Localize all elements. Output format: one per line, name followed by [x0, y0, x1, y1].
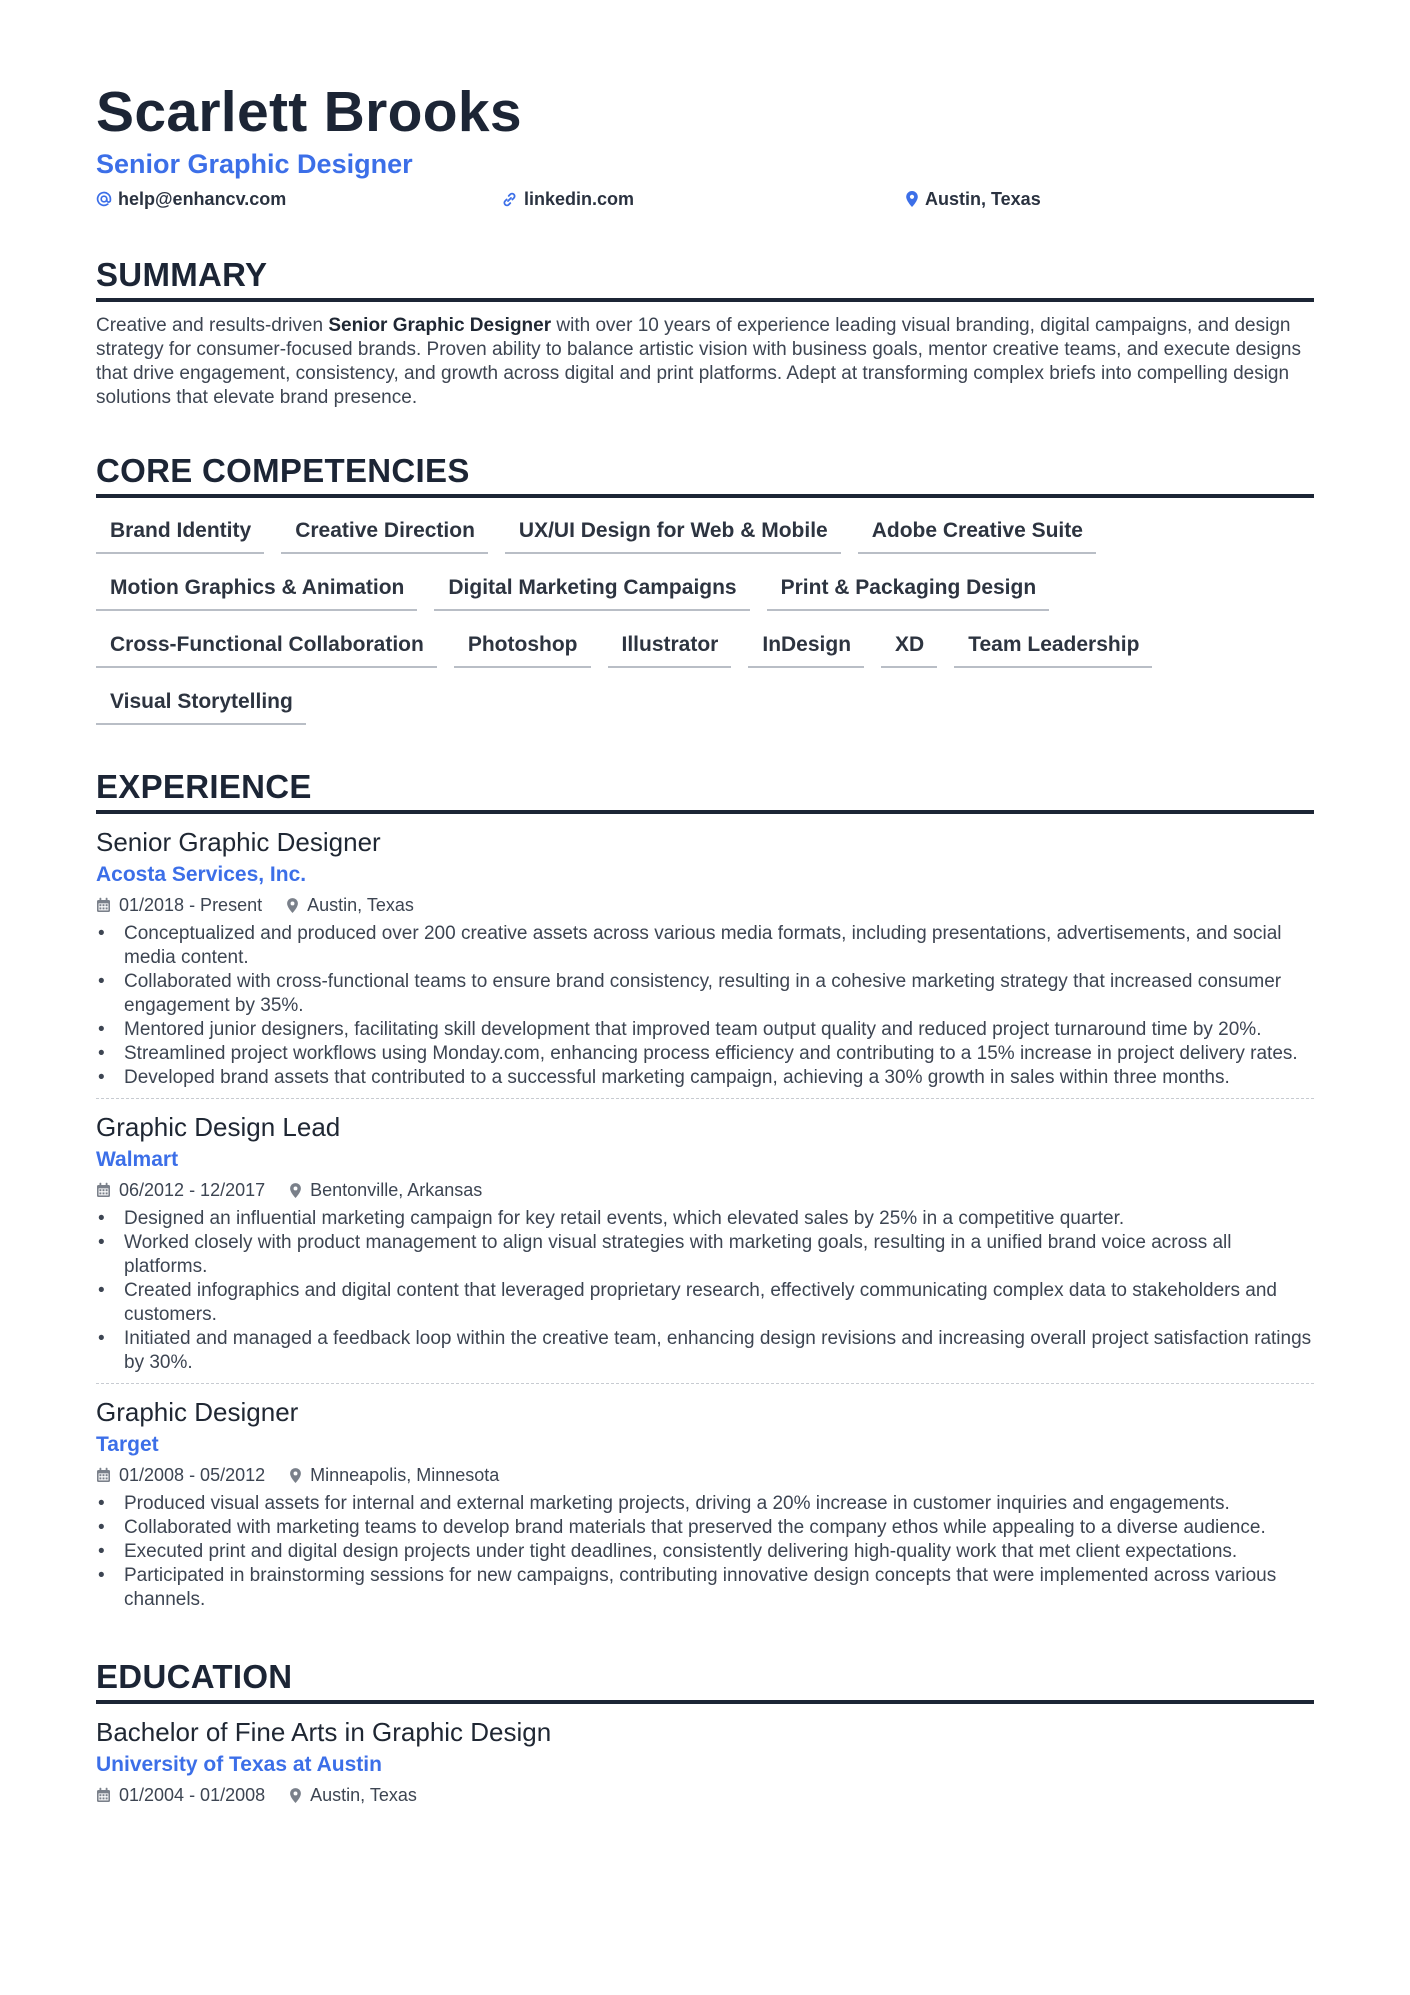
achievement-list: [96, 1492, 1314, 1612]
education-dates: [96, 1784, 265, 1806]
summary-section: [96, 256, 1314, 410]
job-entry: [96, 826, 1314, 1099]
achievement-item: • Mentored junior designers, facilitating skill development that improved team output quality and reduced project turnaround time by 20%.: [96, 1018, 1314, 1042]
achievement-list: [96, 922, 1314, 1090]
skill-tag: Print & Packaging Design: [767, 563, 1050, 611]
skill-tag: XD: [881, 620, 937, 668]
link-icon: [501, 191, 518, 208]
achievement-item: • Collaborated with marketing teams to develop brand materials that preserved the company ethos while appealing to a diverse audience.: [96, 1516, 1314, 1540]
linkedin-text: linkedin.com: [524, 188, 635, 209]
date-range: 01/2004 - 01/2008: [119, 1785, 266, 1805]
location-text: Austin, Texas: [310, 1785, 417, 1805]
map-pin-icon: [905, 190, 919, 208]
summary-text: [96, 314, 1314, 410]
skill-tag: Photoshop: [454, 620, 591, 668]
skill-tag: Adobe Creative Suite: [858, 506, 1096, 554]
degree-title: Bachelor of Fine Arts in Graphic Design: [96, 1717, 552, 1747]
map-pin-icon: [289, 1787, 302, 1804]
contact-location: [905, 189, 1041, 210]
job-dates: [96, 1179, 265, 1201]
job-dates: [96, 894, 262, 916]
company-name: Acosta Services, Inc.: [96, 863, 307, 886]
contact-email[interactable]: [96, 189, 501, 210]
job-meta: [96, 1179, 1314, 1201]
skills-heading: CORE COMPETENCIES: [96, 452, 1314, 498]
education-heading: EDUCATION: [96, 1658, 1314, 1704]
job-location: [289, 1179, 482, 1201]
contact-row: [96, 186, 1314, 212]
date-range: 06/2012 - 12/2017: [119, 1180, 266, 1200]
job-location: [289, 1464, 499, 1486]
summary-text-rest: with over 10 years of experience leading visual branding, digital campaigns, and design strategy for consumer-focused brands. Proven ability to balance artistic vision with business goals, mentor creative teams, and execute designs that drive engagement, consistency, and growth across digital and print platforms. Adept at transforming complex briefs into compelling design solutions that elevate brand presence.: [96, 315, 1301, 408]
job-entry: [96, 1111, 1314, 1384]
skills-tag-list: [96, 506, 1196, 734]
skill-tag: Creative Direction: [281, 506, 488, 554]
skill-tag: Visual Storytelling: [96, 677, 306, 725]
job-dates: [96, 1464, 265, 1486]
achievement-item: • Participated in brainstorming sessions for new campaigns, contributing innovative design concepts that were implemented across various channels.: [96, 1564, 1314, 1612]
job-entry: [96, 1396, 1314, 1620]
date-range: 01/2008 - 05/2012: [119, 1465, 266, 1485]
experience-section: [96, 768, 1314, 1620]
achievement-item: • Created infographics and digital content that leveraged proprietary research, effectively communicating complex data to stakeholders and customers.: [96, 1279, 1314, 1327]
company-name: Walmart: [96, 1148, 179, 1171]
summary-text-start: Creative and results-driven: [96, 315, 329, 336]
school-name: University of Texas at Austin: [96, 1753, 382, 1776]
achievement-item: • Initiated and managed a feedback loop within the creative team, enhancing design revisions and increasing overall project satisfaction ratings by 30%.: [96, 1327, 1314, 1375]
location-text: Austin, Texas: [307, 895, 414, 915]
at-icon: [96, 191, 112, 207]
date-range: 01/2018 - Present: [119, 895, 263, 915]
map-pin-icon: [289, 1182, 302, 1199]
summary-bold-role: Senior Graphic Designer: [328, 315, 552, 336]
achievement-item: • Designed an influential marketing campaign for key retail events, which elevated sales by 25% in a competitive quarter.: [96, 1207, 1314, 1231]
skill-tag: Brand Identity: [96, 506, 264, 554]
company-name: Target: [96, 1433, 159, 1456]
job-location: [286, 894, 414, 916]
achievement-item: • Developed brand assets that contributed to a successful marketing campaign, achieving a 30% growth in sales within three months.: [96, 1066, 1314, 1090]
job-title: Graphic Designer: [96, 1397, 299, 1427]
skill-tag: Cross-Functional Collaboration: [96, 620, 437, 668]
calendar-icon: [96, 1787, 111, 1803]
achievement-item: • Conceptualized and produced over 200 creative assets across various media formats, including presentations, advertisements, and social media content.: [96, 922, 1314, 970]
job-title: Senior Graphic Designer: [96, 827, 381, 857]
job-title: Graphic Design Lead: [96, 1112, 341, 1142]
candidate-name: Scarlett Brooks: [96, 80, 522, 144]
achievement-item: • Streamlined project workflows using Monday.com, enhancing process efficiency and contributing to a 15% increase in project delivery rates.: [96, 1042, 1314, 1066]
candidate-title: Senior Graphic Designer: [96, 149, 413, 179]
achievement-list: [96, 1207, 1314, 1375]
location-text: Minneapolis, Minnesota: [310, 1465, 500, 1485]
skill-tag: UX/UI Design for Web & Mobile: [505, 506, 841, 554]
resume-header: [96, 80, 1314, 212]
achievement-item: • Worked closely with product management to align visual strategies with marketing goals, resulting in a unified brand voice across all platforms.: [96, 1231, 1314, 1279]
education-meta: [96, 1784, 1314, 1806]
achievement-item: • Produced visual assets for internal and external marketing projects, driving a 20% increase in customer inquiries and engagements.: [96, 1492, 1314, 1516]
summary-heading: SUMMARY: [96, 256, 1314, 302]
skill-tag: Motion Graphics & Animation: [96, 563, 417, 611]
education-location: [289, 1784, 417, 1806]
job-meta: [96, 1464, 1314, 1486]
achievement-item: • Collaborated with cross-functional teams to ensure brand consistency, resulting in a cohesive marketing strategy that increased consumer engagement by 35%.: [96, 970, 1314, 1018]
job-meta: [96, 894, 1314, 916]
email-text: help@enhancv.com: [118, 188, 287, 209]
map-pin-icon: [289, 1467, 302, 1484]
education-section: [96, 1658, 1314, 1806]
skill-tag: Team Leadership: [954, 620, 1152, 668]
skill-tag: Illustrator: [608, 620, 732, 668]
location-text: Austin, Texas: [925, 188, 1041, 209]
calendar-icon: [96, 1467, 111, 1483]
achievement-item: • Executed print and digital design projects under tight deadlines, consistently delivering high-quality work that met client expectations.: [96, 1540, 1314, 1564]
experience-heading: EXPERIENCE: [96, 768, 1314, 814]
skill-tag: InDesign: [748, 620, 864, 668]
skill-tag: Digital Marketing Campaigns: [434, 563, 749, 611]
location-text: Bentonville, Arkansas: [310, 1180, 483, 1200]
skills-section: [96, 452, 1314, 734]
contact-linkedin[interactable]: [501, 189, 905, 210]
map-pin-icon: [286, 897, 299, 914]
calendar-icon: [96, 897, 111, 913]
calendar-icon: [96, 1182, 111, 1198]
